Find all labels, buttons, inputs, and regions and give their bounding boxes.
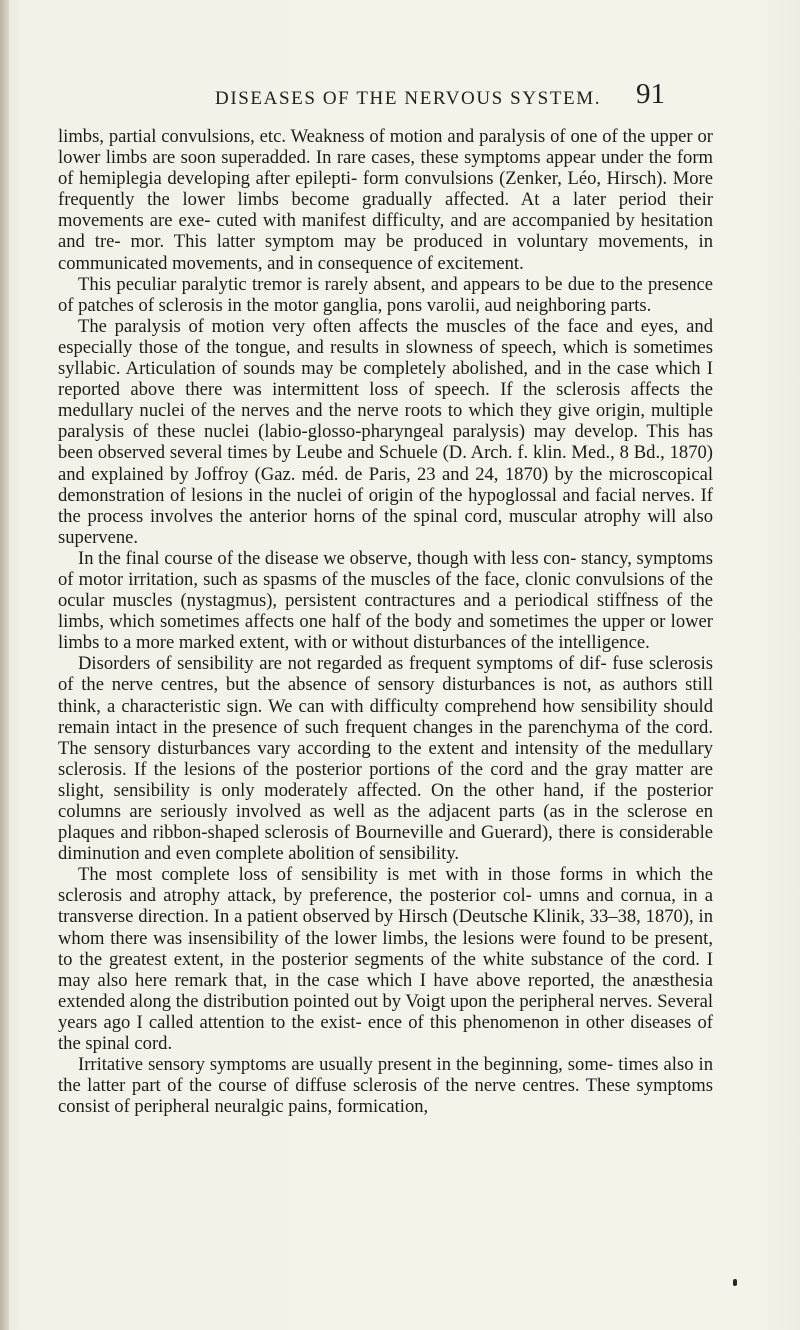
page-number: 91 bbox=[636, 78, 665, 110]
ink-speck bbox=[733, 1279, 737, 1286]
paragraph: limbs, partial convulsions, etc. Weakness of motion and paralysis of one of the upper or lower limbs are soon superadded. In rare cases, these symptoms appear under the form of hemiplegia developing after epilepti- form convulsions (Zenker, Léo, Hirsch). More frequently the lower limbs become gradually affected. At a later period their movements are exe- cuted with manifest difficulty, and are accompanied by hesitation and tre- mor. This latter symptom may be produced in voluntary movements, in communicated movements, and in consequence of excitement. bbox=[58, 126, 713, 274]
page-binding-edge bbox=[0, 0, 9, 1330]
body-text bbox=[58, 126, 713, 1117]
paragraph: The paralysis of motion very often affects the muscles of the face and eyes, and especially those of the tongue, and results in slowness of speech, which is sometimes syllabic. Articulation of sounds may be completely abolished, and in the case which I reported above there was intermittent loss of speech. If the sclerosis affects the medullary nuclei of the nerves and the nerve roots to which they give origin, multiple paralysis of these nuclei (labio-glosso-pharyngeal paralysis) may develop. This has been observed several times by Leube and Schuele (D. Arch. f. klin. Med., 8 Bd., 1870) and explained by Joffroy (Gaz. méd. de Paris, 23 and 24, 1870) by the microscopical demonstration of lesions in the nuclei of origin of the hypoglossal and facial nerves. If the process involves the anterior horns of the spinal cord, muscular atrophy will also supervene. bbox=[58, 315, 713, 548]
paragraph: The most complete loss of sensibility is met with in those forms in which the sclerosis and atrophy attack, by preference, the posterior col- umns and cornua, in a transverse direction. In a patient observed by Hirsch (Deutsche Klinik, 33–38, 1870), in whom there was insensibility of the lower limbs, the lesions were found to be present, to the greatest extent, in the posterior segments of the white substance of the cord. I may also here remark that, in the case which I have above reported, the anæsthesia extended along the distribution pointed out by Voigt upon the peripheral nerves. Several years ago I called attention to the exist- ence of this phenomenon in other diseases of the spinal cord. bbox=[58, 864, 713, 1055]
running-head bbox=[0, 78, 800, 112]
paragraph: Disorders of sensibility are not regarded as frequent symptoms of dif- fuse sclerosis of the nerve centres, but the absence of sensory disturbances is not, as authors still think, a characteristic sign. We can with difficulty comprehend how sensibility should remain intact in the presence of such frequent changes in the parenchyma of the cord. The sensory disturbances vary according to the extent and intensity of the medullary sclerosis. If the lesions of the posterior portions of the cord and the gray matter are slight, sensibility is only moderately affected. On the other hand, if the posterior columns are seriously involved as well as the adjacent parts (as in the sclerose en plaques and ribbon-shaped sclerosis of Bourneville and Guerard), there is considerable diminution and even complete abolition of sensibility. bbox=[58, 653, 713, 865]
paragraph: Irritative sensory symptoms are usually present in the beginning, some- times also in the latter part of the course of diffuse sclerosis of the nerve centres. These symptoms consist of peripheral neuralgic pains, formication, bbox=[58, 1054, 713, 1118]
running-head-title: DISEASES OF THE NERVOUS SYSTEM. bbox=[215, 88, 602, 109]
paragraph: In the final course of the disease we observe, though with less con- stancy, symptoms of motor irritation, such as spasms of the muscles of the face, clonic convulsions of the ocular muscles (nystagmus), persistent contractures and a periodical stiffness of the limbs, which sometimes affects one half of the body and sometimes the upper or lower limbs to a more marked extent, with or without disturbances of the intelligence. bbox=[58, 547, 713, 654]
paragraph: This peculiar paralytic tremor is rarely absent, and appears to be due to the presence of patches of sclerosis in the motor ganglia, pons varolii, aud neighboring parts. bbox=[58, 273, 713, 316]
